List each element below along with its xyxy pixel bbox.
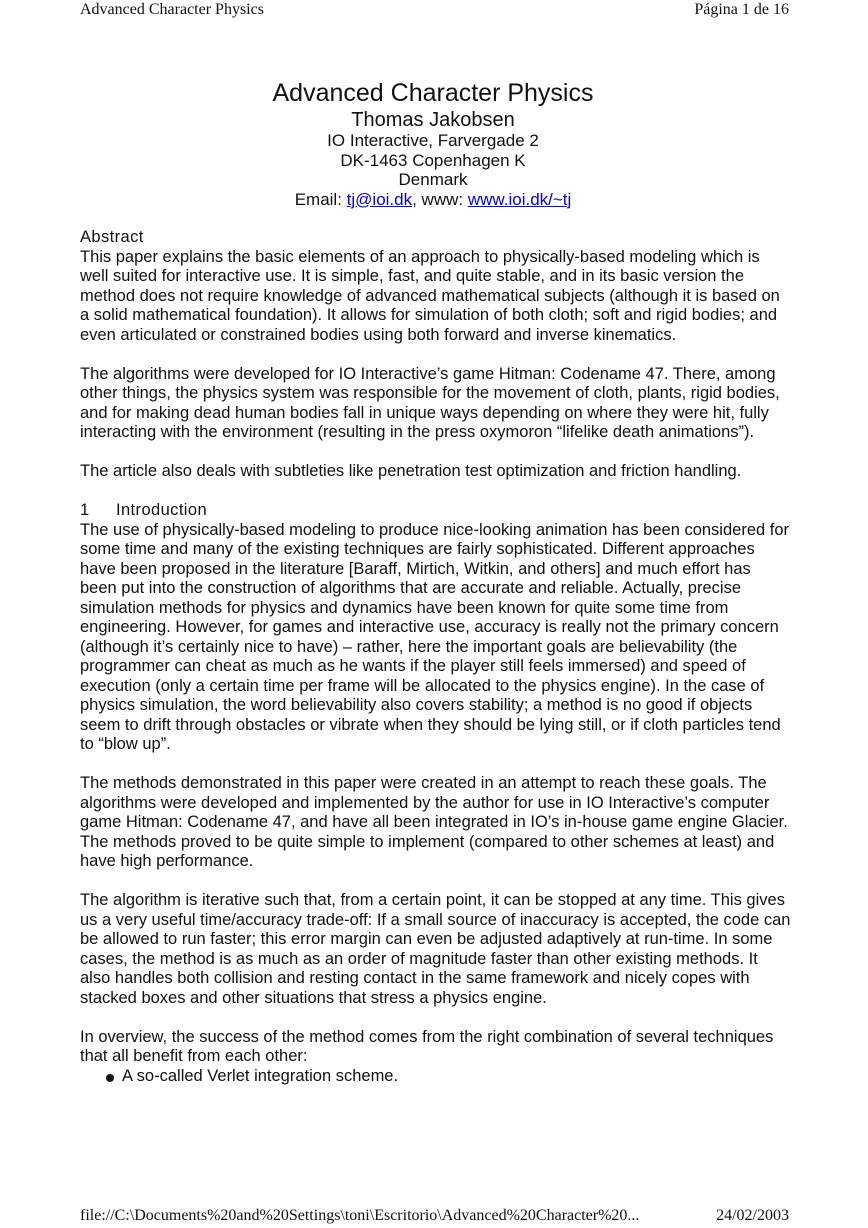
contact-line (80, 190, 786, 210)
header-document-title: Advanced Character Physics (80, 1, 264, 18)
intro-paragraph-1: The use of physically-based modeling to produce nice-looking animation has been considered for some time and many of the existing techniques are fairly sophisticated. Different approaches have been proposed in the literature [Baraff, Mirtich, Witkin, and others] and much effort has been put into the construction of algorithms that are accurate and reliable. Actually, precise simulation methods for physics and dynamics have been known for quite some time from engineering. However, for games and interactive use, accuracy is really not the primary concern (although it’s certainly nice to have) – rather, here the important goals are believability (the programmer can cheat as much as he wants if the player still feels immersed) and speed of execution (only a certain time per frame will be allocated to the physics engine). In the case of physics simulation, the word believability also covers stability; a method is no good if objects seem to drift through obstacles or vibrate when they should be lying still, or if cloth particles tend to “blow up”. (80, 520, 790, 753)
footer-date: 24/02/2003 (716, 1207, 789, 1224)
www-prefix: , www: (412, 189, 468, 209)
website-link[interactable]: www.ioi.dk/~tj (467, 189, 572, 209)
author-affiliation: IO Interactive, Farvergade 2 (327, 131, 539, 150)
abstract-heading: Abstract (80, 228, 144, 246)
list-item-text: A so-called Verlet integration scheme. (122, 1066, 399, 1085)
author-name: Thomas Jakobsen (351, 109, 515, 131)
intro-paragraph-2: The methods demonstrated in this paper were created in an attempt to reach these goals. The algorithms were developed and implemented by the author for use in IO Interactive’s computer game Hitman: Codename 47, and have all been integrated in IO’s in-house game engine Glacier. The methods proved to be quite simple to implement (compared to other schemes at least) and have high performance. (80, 774, 788, 870)
header-page-number: Página 1 de 16 (694, 1, 789, 18)
introduction-heading (80, 501, 792, 521)
abstract-paragraph-2: The algorithms were developed for IO Interactive’s game Hitman: Codename 47. There, among other things, the physics system was responsible for the movement of cloth, plants, rigid bodies, and for making dead human bodies fall in unique ways depending on where they were hit, fully interacting with the environment (resulting in the press oxymoron “lifelike death animations”). (80, 364, 780, 441)
title-block (80, 78, 786, 209)
email-link[interactable]: tj@ioi.dk (346, 189, 413, 209)
section-title: Introduction (116, 501, 208, 519)
email-prefix: Email: (294, 189, 347, 209)
abstract-paragraph-3: The article also deals with subtleties like penetration test optimization and friction handling. (80, 462, 742, 480)
technique-list (80, 1067, 792, 1087)
page-footer (80, 1206, 789, 1228)
bullet-icon (106, 1074, 114, 1082)
list-item (106, 1067, 792, 1087)
document-body (80, 228, 792, 1086)
section-number: 1 (80, 501, 90, 519)
abstract-paragraph-1: This paper explains the basic elements of an approach to physically-based modeling which is well suited for interactive use. It is simple, fast, and quite stable, and in its basic version the method does not require knowledge of advanced mathematical subjects (although it is based on a solid mathematical foundation). It allows for simulation of both cloth; soft and rigid bodies; and even articulated or constrained bodies using both forward and inverse kinematics. (80, 247, 780, 344)
author-city: DK-1463 Copenhagen K (340, 150, 526, 170)
paper-title: Advanced Character Physics (272, 79, 594, 107)
page-header (80, 0, 789, 22)
intro-paragraph-3: The algorithm is iterative such that, from a certain point, it can be stopped at any time. This gives us a very useful time/accuracy trade-off: If a small source of inaccuracy is accepted, the code can be allowed to run faster; this error margin can even be adjusted adaptively at run-time. In some cases, the method is as much as an order of magnitude faster than other existing methods. It also handles both collision and resting contact in the same framework and nicely copes with stacked boxes and other situations that stress a physics engine. (80, 891, 791, 1007)
author-country: Denmark (398, 170, 468, 189)
intro-paragraph-4: In overview, the success of the method comes from the right combination of several techniques that all benefit from each other: (80, 1027, 774, 1065)
footer-file-path: file://C:\Documents%20and%20Settings\toni\Escritorio\Advanced%20Character%20... (80, 1207, 640, 1224)
